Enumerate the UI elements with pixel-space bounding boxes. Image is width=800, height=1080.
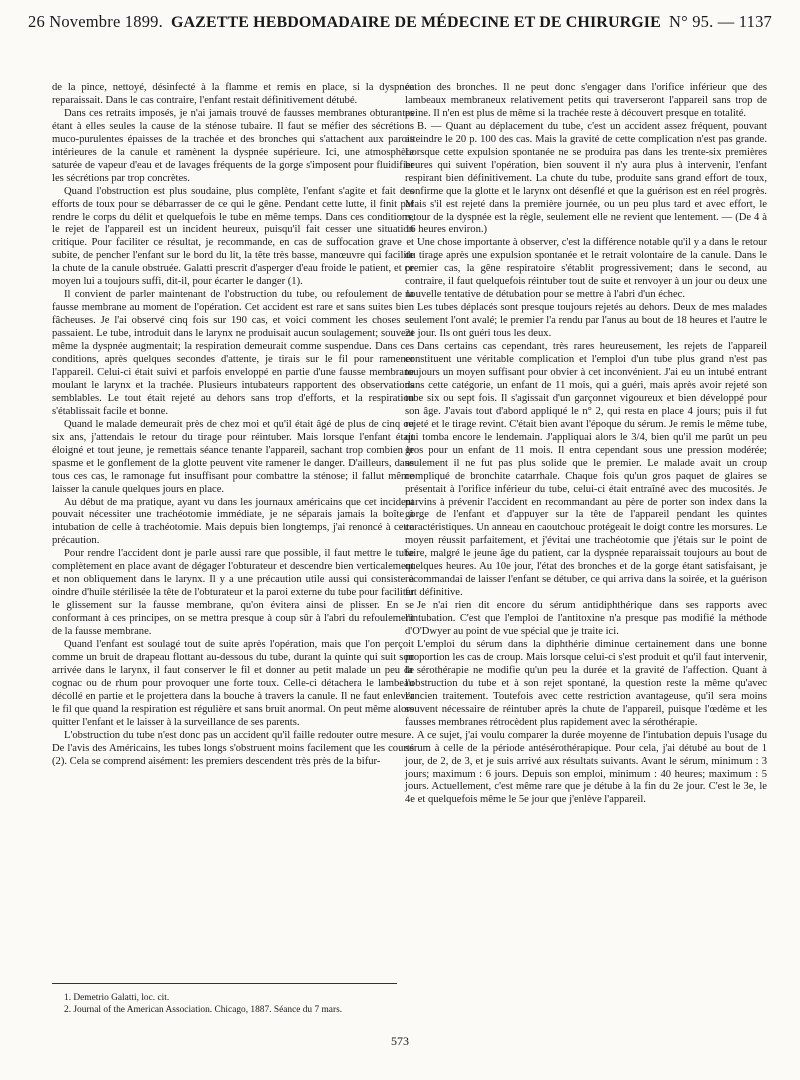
running-header [28,12,772,38]
page-number: 573 [391,1034,409,1048]
paragraph: Dans ces retraits imposés, je n'ai jamais trouvé de fausses membranes obturantes étant à elles seules la cause de la sténose tubaire. Il faut se méfier des sécrétions muco-purulentes épaisses de la trachée et des bronches qui s'attachent aux parois intérieures de la canule et ramènent la dyspnée supérieure. Ici, une atmosphère saturée de vapeur d'eau et de lavages fréquents de la gorge s'imposent pour fluidifier les sécrétions par trop concrètes. [52,107,414,184]
paragraph: cation des bronches. Il ne peut donc s'engager dans l'orifice inférieur que des lambeaux membraneux relativement petits qui traverseront l'appareil sans trop de peine. Il n'en est plus de même si la trachée reste à découvert presque en totalité. [405,82,767,119]
footnote-rule [52,983,397,984]
paragraph: Quand l'obstruction est plus soudaine, plus complète, l'enfant s'agite et fait des efforts de toux pour se débarrasser de ce qui le gêne. Pendant cette lutte, il finit par rendre le corps du délit et quelquefois le tube en même temps. Dans ces conditions, le rejet de l'appareil est un incident heureux, puisqu'il fait cesser une situation critique. Pour faciliter ce résultat, je recommande, en cas de suffocation grave et subite, de pencher l'enfant sur le bord du lit, la tête très basse, manœuvre qui facilite la chute de la canule obstruée. Galatti prescrit d'asperger d'eau froide le patient, et ce moyen lui a toujours suffi, dit-il, pour écarter le danger (1). [52,185,414,288]
paragraph: B. — Quant au déplacement du tube, c'est un accident assez fréquent, pouvant atteindre le 20 p. 100 des cas. Mais la gravité de cette complication n'est pas grande. Lorsque cette expulsion spontanée ne se produira pas dans les trente-six premières heures qui suivent l'opération, bien souvent il n'y aura plus à intervenir, l'enfant respirant bien définitivement. La chute du tube, produite sans grand effort de toux, confirme que la glotte et le larynx ont désenflé et que la guérison est en réel progrès. Mais s'il est rejeté dans la première journée, ou un peu plus tard et avec effort, le retour de la dyspnée est la règle, seulement elle ne revient que lentement. — (De 4 à 16 heures environ.) [405,120,767,236]
paragraph: Dans certains cas cependant, très rares heureusement, les rejets de l'appareil constituent une véritable complication et l'emploi d'un tube plus grand n'est pas toujours un moyen suffisant pour obvier à cet inconvénient. J'ai eu un intubé entrant dans cette catégorie, un enfant de 11 mois, qui a guéri, mais après avoir rejeté son tube six ou sept fois. Il s'agissait d'un garçonnet vigoureux et bien développé pour son âge. J'avais tout d'abord appliqué le n° 2, qui resta en place 4 jours; puis il fut rejeté et le tirage revint. C'était bien avant l'époque du sérum. Je remis le même tube, qui tomba encore le lendemain. J'appliquai alors le 3/4, bien qu'il me parût un peu gros pour un enfant de 11 mois. Il entra cependant sous une pression modérée; seulement il ne fut pas plus solide que le premier. Le malade avait un croup compliqué de bronchite catarrhale. Chaque fois qu'un gros paquet de glaires se présentait à l'orifice inférieur du tube, celui-ci était entraîné avec des mucosités. Je parvins à prévenir l'accident en recommandant au père de porter son index dans la gorge de l'enfant et d'appuyer sur la tête de l'appareil pendant les quintes caractéristiques. Un anneau en caoutchouc protégeait le doigt contre les morsures. Le moyen réussit parfaitement, et j'évitai une trachéotomie que j'étais sur le point de faire, malgré le jeune âge du patient, car la dyspnée reparaissait toujours au bout de quelques heures. Au 10e jour, l'état des bronches et de la gorge étant satisfaisant, je recommandai de laisser l'enfant se détuber, ce qui arriva dans la soirée, et la guérison fut définitive. [405,341,767,599]
paragraph: de la pince, nettoyé, désinfecté à la flamme et remis en place, si la dyspnée reparaissait. Dans le cas contraire, l'enfant restait définitivement détubé. [52,82,414,106]
paragraph: Pour rendre l'accident dont je parle aussi rare que possible, il faut mettre le tube complètement en place avant de dégager l'obturateur et descendre bien verticalement et non obliquement dans le larynx. Il y a une précaution utile aussi qui consiste à oindre d'huile stérilisée la tête de l'obturateur et la paroi externe du tube pour faciliter le glissement sur la fausse membrane, qu'on évitera ainsi de plisser. En se conformant à ces principes, on se mettra presque à coup sûr à l'abri du refoulement de la fausse membrane. [52,548,414,638]
paragraph: L'emploi du sérum dans la diphthérie diminue certainement dans une bonne proportion les cas de croup. Mais lorsque celui-ci s'est produit et qu'il faut intervenir, la sérothérapie ne modifie qu'un peu la durée et la gravité de l'affection. Quant à l'obstruction du tube et à son rejet spontané, la question reste la même qu'avec l'ancien traitement. Toutefois avec cette restriction avantageuse, qu'il sera moins souvent nécessaire de réintuber après la chute de l'appareil, puisque l'œdème et les fausses membranes rétrocèdent plus rapidement avec la sérothérapie. [405,638,767,728]
footnotes [52,992,397,1016]
footnote: 1. Demetrio Galatti, loc. cit. [64,993,170,1003]
issue-and-page: N° 95. — 1137 [668,12,772,31]
paragraph: Les tubes déplacés sont presque toujours rejetés au dehors. Deux de mes malades seulement l'ont avalé; le premier l'a rendu par l'anus au bout de 18 heures et l'autre le 2e jour. Ils ont guéri tous les deux. [405,302,767,340]
paragraph: Au début de ma pratique, ayant vu dans les journaux américains que cet incident pouvait nécessiter une trachéotomie immédiate, je ne séparais jamais la boîte à intubation de celle à trachéotomie. Mais depuis bien longtemps, j'ai renoncé à cette précaution. [52,496,414,547]
journal-title: GAZETTE HEBDOMADAIRE DE MÉDECINE ET DE CHIRURGIE [170,14,661,31]
paragraph: Une chose importante à observer, c'est la différence notable qu'il y a dans le retour du tirage après une expulsion spontanée et le retrait volontaire de la canule. Dans le premier cas, la gêne respiratoire s'établit progressivement; dans le second, au contraire, il faut quelquefois réintuber tout de suite et renvoyer à un jour ou deux une nouvelle tentative de détubation pour se mettre à l'abri d'un échec. [405,237,767,301]
header-date: 26 Novembre 1899. [28,12,163,31]
footnote: 2. Journal of the American Association. Chicago, 1887. Séance du 7 mars. [64,1005,343,1015]
paragraph: A ce sujet, j'ai voulu comparer la durée moyenne de l'intubation depuis l'usage du sérum à celle de la période antésérothérapique. Pour cela, j'ai détubé au bout de 1 jour, de 2, de 3, et je suis arrivé aux résultats suivants. Avant le sérum, minimum : 3 jours; maximum : 6 jours. Depuis son emploi, minimum : 40 heures; maximum : 5 jours. Actuellement, c'est même rare que je détube à la fin du 2e jour. C'est le 3e, le 4e et quelquefois même le 5e jour que j'enlève l'appareil. [405,729,767,806]
right-column [405,82,767,807]
paragraph: Quand le malade demeurait près de chez moi et qu'il était âgé de plus de cinq ou six ans, j'attendais le retour du tirage pour réintuber. Mais lorsque l'enfant était éloigné et tout jeune, je remettais séance tenante l'appareil, sachant trop combien le spasme et le gonflement de la glotte peuvent vite ramener le danger. D'ailleurs, dans tous ces cas, le ramonage fut insuffisant pour combattre la sténose; il fallut même laisser la canule quelques jours en place. [52,418,414,495]
paragraph: Je n'ai rien dit encore du sérum antidiphthérique dans ses rapports avec l'intubation. C'est que l'emploi de l'antitoxine n'a presque pas modifié la méthode d'O'Dwyer au point de vue spécial que je traite ici. [405,600,767,638]
paragraph: Quand l'enfant est soulagé tout de suite après l'opération, mais que l'on perçoit comme un bruit de drapeau flottant au-dessous du tube, durant la quinte qui suit son arrivée dans le larynx, il faut conserver le fil et donner au petit malade un peu de cognac ou de rhum pour provoquer une forte toux. Celle-ci détachera le lambeau décollé en partie et le projettera dans la bouche à travers la canule. Il ne faut enlever le fil que quand la respiration est régulière et sans bruit anormal. On peut même alors quitter l'enfant et le laisser à la surveillance de ses parents. [52,638,414,728]
paragraph: Il convient de parler maintenant de l'obstruction du tube, ou refoulement de la fausse membrane au moment de l'opération. Cet accident est rare et sans suites bien fâcheuses. Je l'ai observé cinq fois sur 190 cas, et voici comment les choses se passaient. Le tube, introduit dans le larynx ne produisait aucun soulagement; souvent même la dyspnée augmentait; la respiration demeurait comme suspendue. Dans ces conditions, après quelques secondes d'attente, je tirais sur le fil pour ramener l'appareil. Celui-ci était suivi et parfois enveloppé en partie d'une fausse membrane moulant le larynx et la trachée. Plusieurs intubateurs rapportent des observations semblables. Le tout était rejeté au dehors sans trop d'efforts, et la respiration s'établissait facile et bonne. [52,289,414,417]
paragraph: L'obstruction du tube n'est donc pas un accident qu'il faille redouter outre mesure. De l'avis des Américains, les tubes longs s'obstruent moins facilement que les courts (2). Cela se comprend aisément: les premiers descendent très près de la bifur- [52,729,414,767]
left-column [52,82,414,769]
